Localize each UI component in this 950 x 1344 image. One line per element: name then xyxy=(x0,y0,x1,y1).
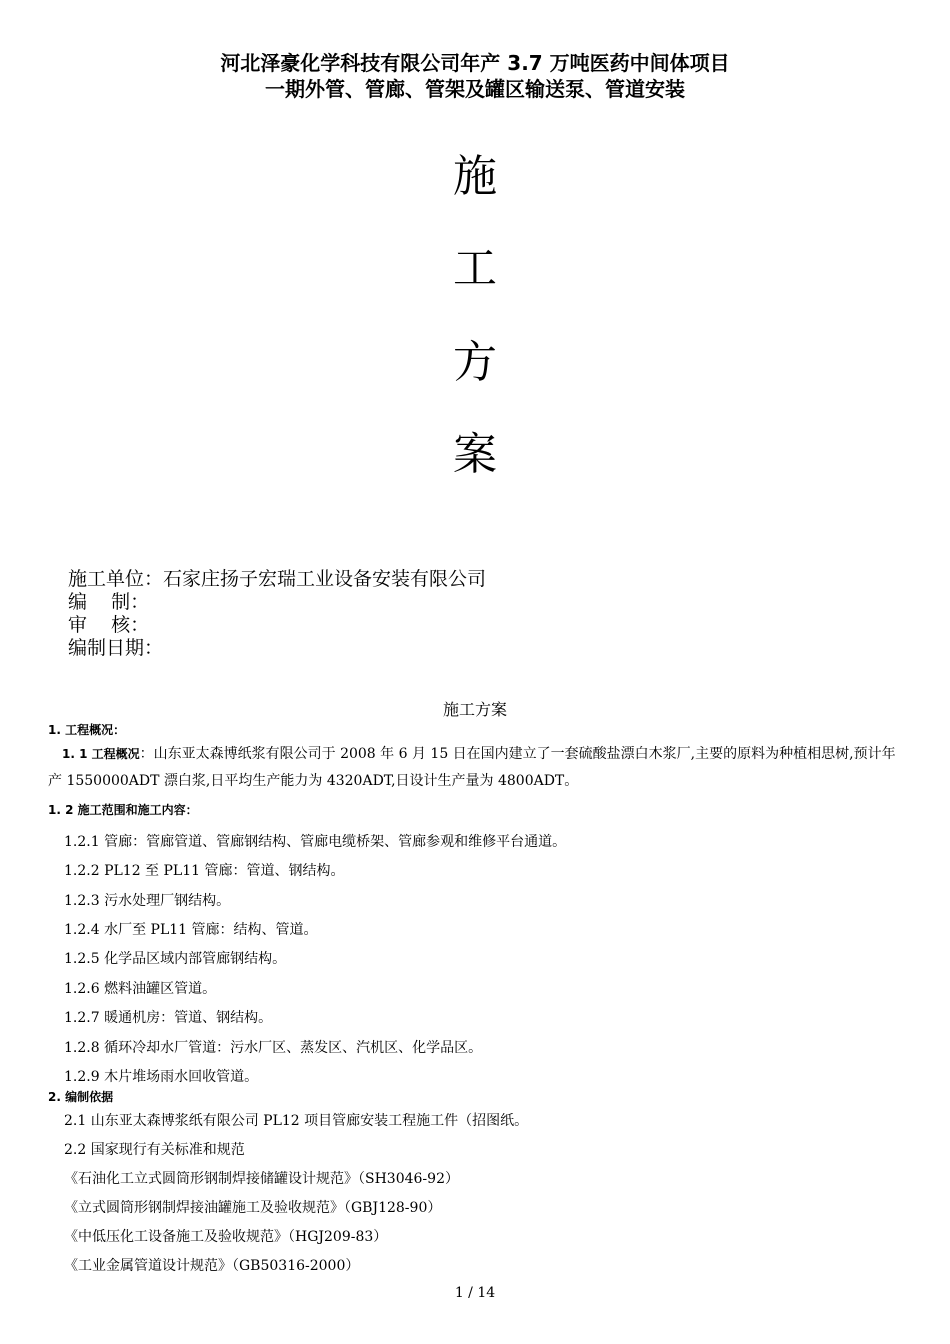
scope-item: 1.2.6 燃料油罐区管道。 xyxy=(64,981,217,997)
standard-item: 《中低压化工设备施工及验收规范》（HGJ209-83） xyxy=(64,1229,388,1245)
section-1-2-title: 1. 2 施工范围和施工内容： xyxy=(48,803,198,817)
section-2-title: 2. 编制依据 xyxy=(48,1090,114,1104)
scope-item: 1.2.8 循环冷却水厂管道：污水厂区、蒸发区、汽机区、化学品区。 xyxy=(64,1040,483,1056)
scope-item: 1.2.9 木片堆场雨水回收管道。 xyxy=(64,1069,259,1085)
section-1-1-paragraph xyxy=(48,741,896,795)
basis-item: 2.1 山东亚太森博浆纸有限公司 PL12 项目管廊安装工程施工件（招图纸。 xyxy=(64,1113,529,1129)
cover-char-1: 施 xyxy=(453,151,497,202)
cover-info-block xyxy=(68,568,486,660)
date-field: 编制日期： xyxy=(68,637,164,659)
section-1-title: 1. 工程概况： xyxy=(48,723,126,737)
basis-item: 2.2 国家现行有关标准和规范 xyxy=(64,1142,245,1158)
scope-item: 1.2.3 污水处理厂钢结构。 xyxy=(64,893,231,909)
scope-item: 1.2.2 PL12 至 PL11 管廊：管道、钢结构。 xyxy=(64,863,345,879)
scope-item: 1.2.4 水厂至 PL11 管廊：结构、管道。 xyxy=(64,922,318,938)
construction-unit: 施工单位：石家庄扬子宏瑞工业设备安装有限公司 xyxy=(68,568,487,590)
cover-char-2: 工 xyxy=(453,243,497,294)
cover-char-3: 方 xyxy=(453,337,497,388)
scope-item: 1.2.7 暖通机房：管道、钢结构。 xyxy=(64,1010,273,1026)
project-title-line-2: 一期外管、管廊、管架及罐区输送泵、管道安装 xyxy=(265,77,685,101)
editor-field: 编 制： xyxy=(68,591,150,613)
standard-item: 《立式圆筒形钢制焊接油罐施工及验收规范》（GBJ128-90） xyxy=(64,1200,442,1216)
scope-item: 1.2.1 管廊：管廊管道、管廊钢结构、管廊电缆桥架、管廊参观和维修平台通道。 xyxy=(64,834,567,850)
cover-char-4: 案 xyxy=(453,429,497,480)
standard-item: 《石油化工立式圆筒形钢制焊接储罐设计规范》（SH3046-92） xyxy=(64,1171,459,1187)
scope-item: 1.2.5 化学品区域内部管廊钢结构。 xyxy=(64,951,287,967)
project-title-line-1: 河北泽豪化学科技有限公司年产 3.7 万吨医药中间体项目 xyxy=(220,51,730,75)
section-1-1-label: 1. 1 工程概况 xyxy=(62,747,140,761)
page-number: 1 / 14 xyxy=(454,1285,496,1301)
reviewer-field: 审 核： xyxy=(68,614,150,636)
section-1-1-text: ：山东亚太森博纸浆有限公司于 2008 年 6 月 15 日在国内建立了一套硫酸盐漂白木浆厂,主要的原料为种植相思树,预计年产 1550000ADT 漂白浆,日平均生产能力为 4320ADT,日设计生产量为 4800ADT。 xyxy=(48,746,896,789)
body-heading: 施工方案 xyxy=(442,700,507,719)
standard-item: 《工业金属管道设计规范》（GB50316-2000） xyxy=(64,1258,360,1274)
